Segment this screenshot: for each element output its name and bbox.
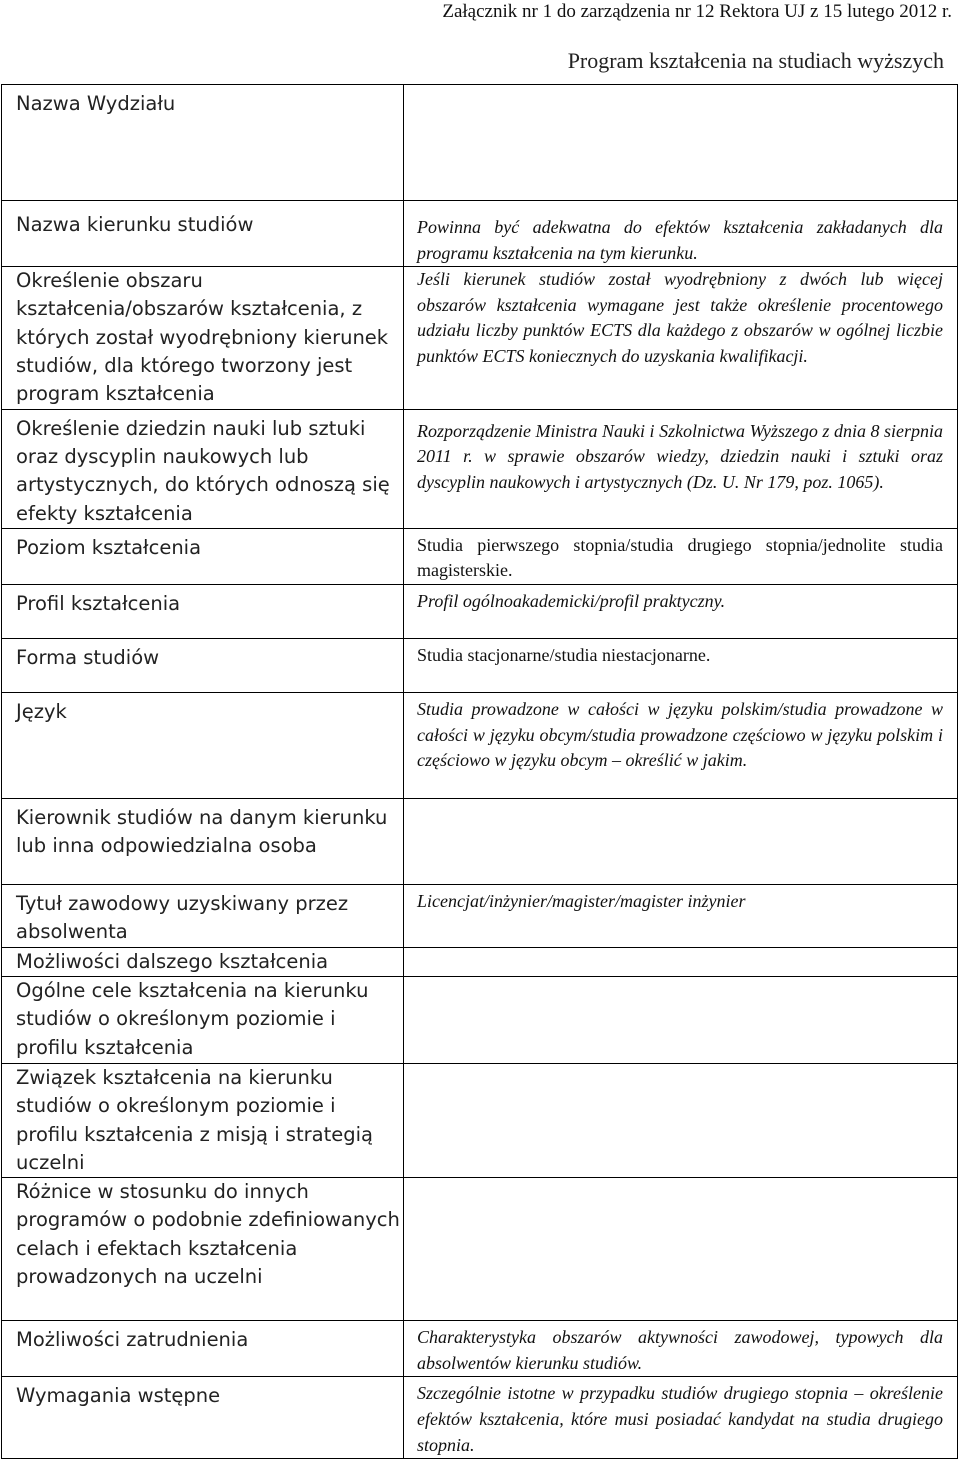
row-label: Poziom kształcenia xyxy=(2,528,404,584)
row-value: Szczególnie istotne w przypadku studiów drugiego stopnia – określenie efektów kształcenia, które musi posiadać kandydat na studia drugiego stopnia. xyxy=(404,1377,958,1459)
table-row xyxy=(2,693,958,799)
table-row xyxy=(2,267,958,409)
table-row xyxy=(2,1377,958,1459)
table-row xyxy=(2,585,958,639)
table-row xyxy=(2,799,958,885)
row-value: Licencjat/inżynier/magister/magister inżynier xyxy=(404,885,958,948)
table-row xyxy=(2,528,958,584)
row-label: Związek kształcenia na kierunku studiów o określonym poziomie i profilu kształcenia z misją i strategią uczelni xyxy=(2,1063,404,1177)
row-value: Studia pierwszego stopnia/studia drugiego stopnia/jednolite studia magisterskie. xyxy=(404,528,958,584)
table-row xyxy=(2,409,958,528)
row-value: Jeśli kierunek studiów został wyodrębniony z dwóch lub więcej obszarów kształcenia wymagane jest także określenie procentowego udziału liczby punktów ECTS dla każdego z obszarów w ogólnej liczbie punktów ECTS koniecznych do uzyskania kwalifikacji. xyxy=(404,267,958,409)
row-value: Charakterystyka obszarów aktywności zawodowej, typowych dla absolwentów kierunku studiów. xyxy=(404,1321,958,1377)
row-label: Możliwości dalszego kształcenia xyxy=(2,947,404,976)
row-value xyxy=(404,1063,958,1177)
row-label: Język xyxy=(2,693,404,799)
table-row xyxy=(2,885,958,948)
row-label: Ogólne cele kształcenia na kierunku studiów o określonym poziomie i profilu kształcenia xyxy=(2,976,404,1063)
row-label: Możliwości zatrudnienia xyxy=(2,1321,404,1377)
row-label: Profil kształcenia xyxy=(2,585,404,639)
row-value: Studia prowadzone w całości w języku polskim/studia prowadzone w całości w języku obcym/studia prowadzone częściowo w języku polskim i częściowo w języku obcym – określić w jakim. xyxy=(404,693,958,799)
row-label: Nazwa Wydziału xyxy=(2,85,404,201)
row-value xyxy=(404,976,958,1063)
row-value xyxy=(404,85,958,201)
row-value: Studia stacjonarne/studia niestacjonarne. xyxy=(404,639,958,693)
table-row xyxy=(2,1063,958,1177)
document-title: Program kształcenia na studiach wyższych xyxy=(567,48,944,73)
table-row xyxy=(2,976,958,1063)
row-value xyxy=(404,947,958,976)
row-label: Określenie dziedzin nauki lub sztuki oraz dyscyplin naukowych lub artystycznych, do których odnoszą się efekty kształcenia xyxy=(2,409,404,528)
row-label: Kierownik studiów na danym kierunku lub inna odpowiedzialna osoba xyxy=(2,799,404,885)
table-row xyxy=(2,85,958,201)
row-value xyxy=(404,799,958,885)
row-label: Określenie obszaru kształcenia/obszarów kształcenia, z których został wyodrębniony kierunek studiów, dla którego tworzony jest program kształcenia xyxy=(2,267,404,409)
program-form-table xyxy=(1,84,958,1459)
row-label: Wymagania wstępne xyxy=(2,1377,404,1459)
table-row xyxy=(2,1178,958,1321)
row-value: Profil ogólnoakademicki/profil praktyczny. xyxy=(404,585,958,639)
annex-reference: Załącznik nr 1 do zarządzenia nr 12 Rektora UJ z 15 lutego 2012 r. xyxy=(442,1,952,22)
row-value: Rozporządzenie Ministra Nauki i Szkolnictwa Wyższego z dnia 8 sierpnia 2011 r. w sprawie obszarów wiedzy, dziedzin nauki i sztuki oraz dyscyplin naukowych i artystycznych (Dz. U. Nr 179, poz. 1065). xyxy=(404,409,958,528)
table-row xyxy=(2,201,958,267)
table-row xyxy=(2,1321,958,1377)
row-value: Powinna być adekwatna do efektów kształcenia zakładanych dla programu kształcenia na tym kierunku. xyxy=(404,201,958,267)
row-label: Nazwa kierunku studiów xyxy=(2,201,404,267)
row-label: Różnice w stosunku do innych programów o podobnie zdefiniowanych celach i efektach kształcenia prowadzonych na uczelni xyxy=(2,1178,404,1321)
row-value xyxy=(404,1178,958,1321)
table-row xyxy=(2,947,958,976)
row-label: Tytuł zawodowy uzyskiwany przez absolwenta xyxy=(2,885,404,948)
table-row xyxy=(2,639,958,693)
row-label: Forma studiów xyxy=(2,639,404,693)
